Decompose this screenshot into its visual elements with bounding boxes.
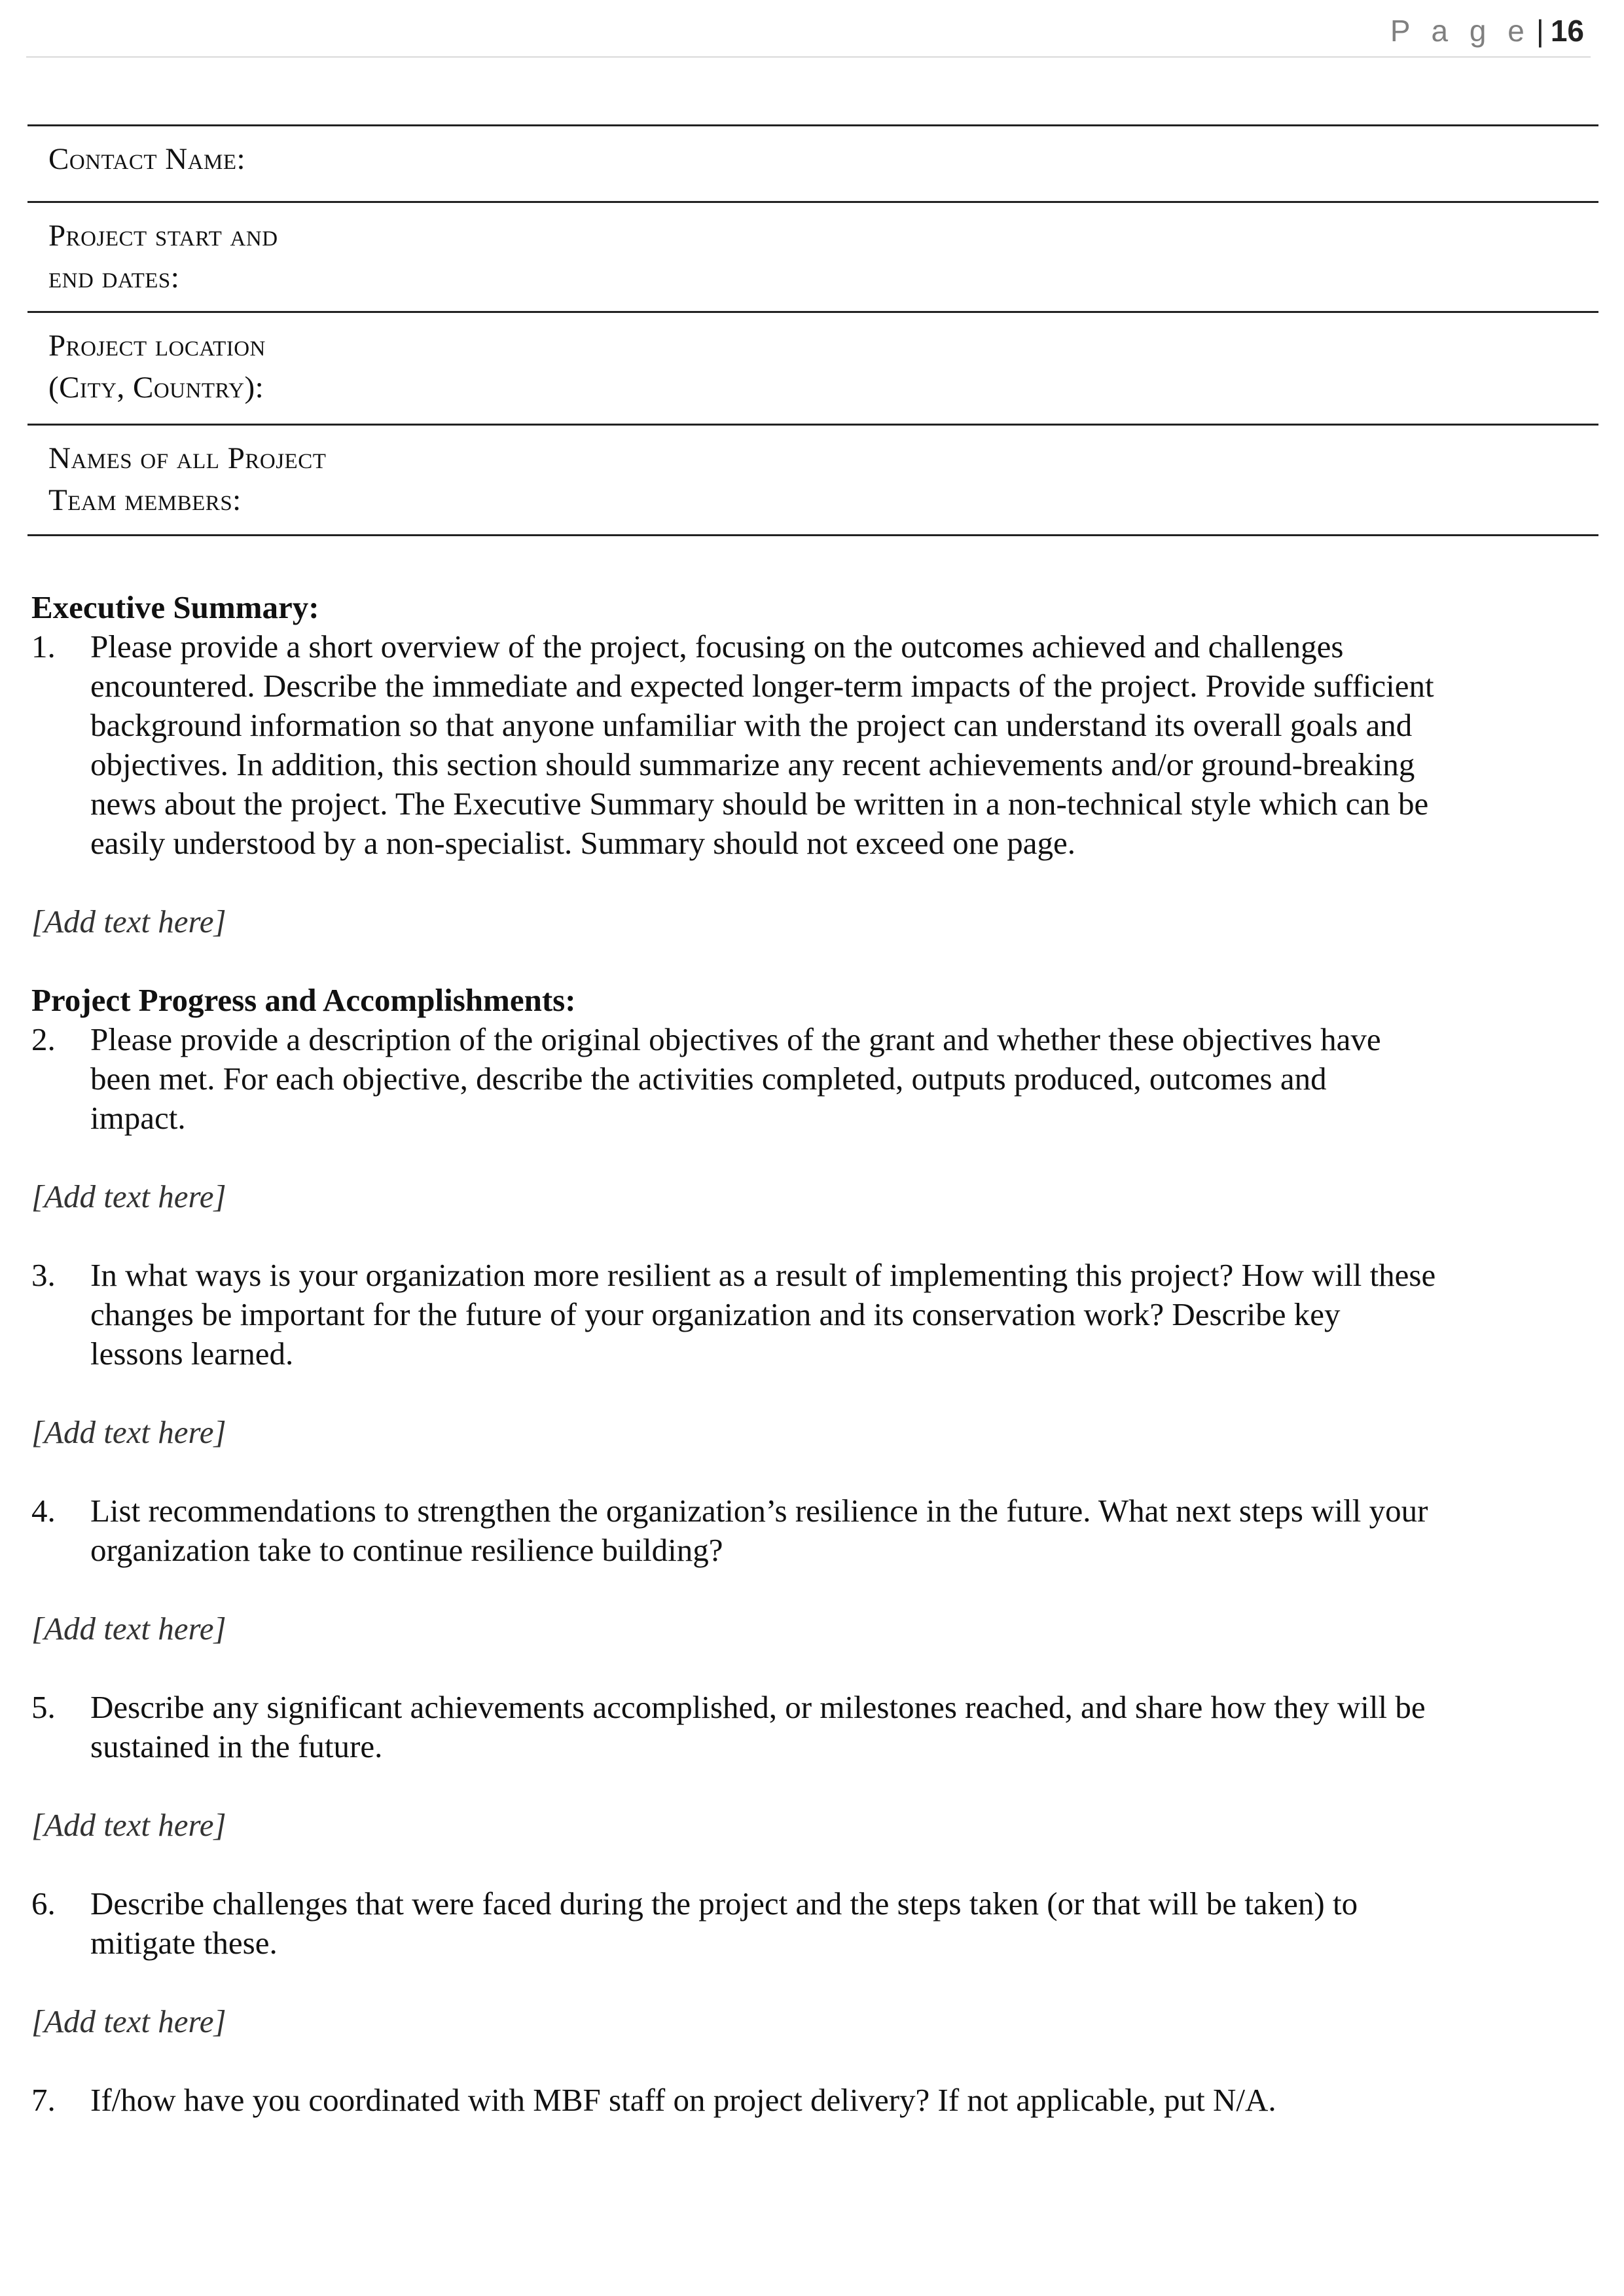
question-text-line: sustained in the future.	[90, 1728, 383, 1764]
question-5	[31, 1688, 1576, 1766]
project-dates-row[interactable]	[27, 201, 1598, 311]
question-text-line: news about the project. The Executive Summary should be written in a non-technical style which can be	[90, 786, 1429, 822]
question-text-line: easily understood by a non-specialist. Summary should not exceed one page.	[90, 825, 1076, 861]
page-number: 16	[1550, 14, 1584, 48]
team-members-row[interactable]	[27, 424, 1598, 536]
project-location-row[interactable]	[27, 311, 1598, 424]
contact-name-label: Contact Name:	[48, 142, 246, 176]
contact-name-row[interactable]	[27, 124, 1598, 201]
project-info-table	[27, 124, 1598, 536]
question-7	[31, 2081, 1576, 2120]
question-text-line: encountered. Describe the immediate and expected longer-term impacts of the project. Provide sufficient	[90, 668, 1434, 704]
question-text-line: been met. For each objective, describe the activities completed, outputs produced, outcomes and	[90, 1061, 1327, 1097]
answer-placeholder-5[interactable]: [Add text here]	[31, 1807, 226, 1843]
page-word: P a g e	[1390, 14, 1531, 48]
executive-summary-heading: Executive Summary:	[31, 589, 319, 625]
question-number: 1.	[31, 629, 56, 665]
answer-placeholder-6[interactable]: [Add text here]	[31, 2003, 226, 2039]
page-separator: |	[1536, 14, 1544, 48]
question-number: 3.	[31, 1257, 56, 1293]
answer-placeholder-3[interactable]: [Add text here]	[31, 1414, 226, 1450]
answer-placeholder-1[interactable]: [Add text here]	[31, 903, 226, 939]
page-header	[26, 10, 1591, 58]
question-number: 7.	[31, 2082, 56, 2118]
project-location-label-line-2: (City, Country):	[48, 371, 264, 405]
answer-placeholder-4[interactable]: [Add text here]	[31, 1611, 226, 1647]
question-text-line: Please provide a short overview of the project, focusing on the outcomes achieved and challenges	[90, 629, 1344, 665]
question-text-line: lessons learned.	[90, 1336, 294, 1372]
project-location-label-line-1: Project location	[48, 329, 266, 363]
report-body	[31, 588, 1576, 2120]
question-3	[31, 1256, 1576, 1374]
question-1	[31, 627, 1576, 863]
question-text-line: If/how have you coordinated with MBF staff on project delivery? If not applicable, put N/A.	[90, 2082, 1276, 2118]
team-members-label-line-2: Team members:	[48, 483, 242, 517]
project-dates-label-line-1: Project start and	[48, 219, 278, 253]
team-members-label-line-1: Names of all Project	[48, 441, 327, 475]
question-text-line: Describe challenges that were faced during the project and the steps taken (or that will be taken) to	[90, 1886, 1358, 1922]
question-2	[31, 1020, 1576, 1138]
answer-placeholder-2[interactable]: [Add text here]	[31, 1178, 226, 1214]
question-number: 2.	[31, 1021, 56, 1057]
project-dates-label-line-2: end dates:	[48, 261, 180, 295]
question-text-line: mitigate these.	[90, 1925, 278, 1961]
question-number: 5.	[31, 1689, 56, 1725]
question-text-line: changes be important for the future of your organization and its conservation work? Describe key	[90, 1296, 1341, 1332]
question-number: 4.	[31, 1493, 56, 1529]
question-text-line: Describe any significant achievements accomplished, or milestones reached, and share how they will be	[90, 1689, 1426, 1725]
question-text-line: impact.	[90, 1100, 186, 1136]
question-text-line: In what ways is your organization more resilient as a result of implementing this project? How will these	[90, 1257, 1436, 1293]
question-text-line: Please provide a description of the original objectives of the grant and whether these objectives have	[90, 1021, 1381, 1057]
question-text-line: objectives. In addition, this section should summarize any recent achievements and/or ground-breaking	[90, 746, 1415, 782]
progress-heading: Project Progress and Accomplishments:	[31, 982, 576, 1018]
question-4	[31, 1491, 1576, 1570]
question-number: 6.	[31, 1886, 56, 1922]
question-6	[31, 1884, 1576, 1963]
question-text-line: organization take to continue resilience building?	[90, 1532, 723, 1568]
question-text-line: background information so that anyone unfamiliar with the project can understand its overall goals and	[90, 707, 1413, 743]
page-number-label	[1390, 13, 1584, 48]
question-text-line: List recommendations to strengthen the organization’s resilience in the future. What next steps will your	[90, 1493, 1428, 1529]
